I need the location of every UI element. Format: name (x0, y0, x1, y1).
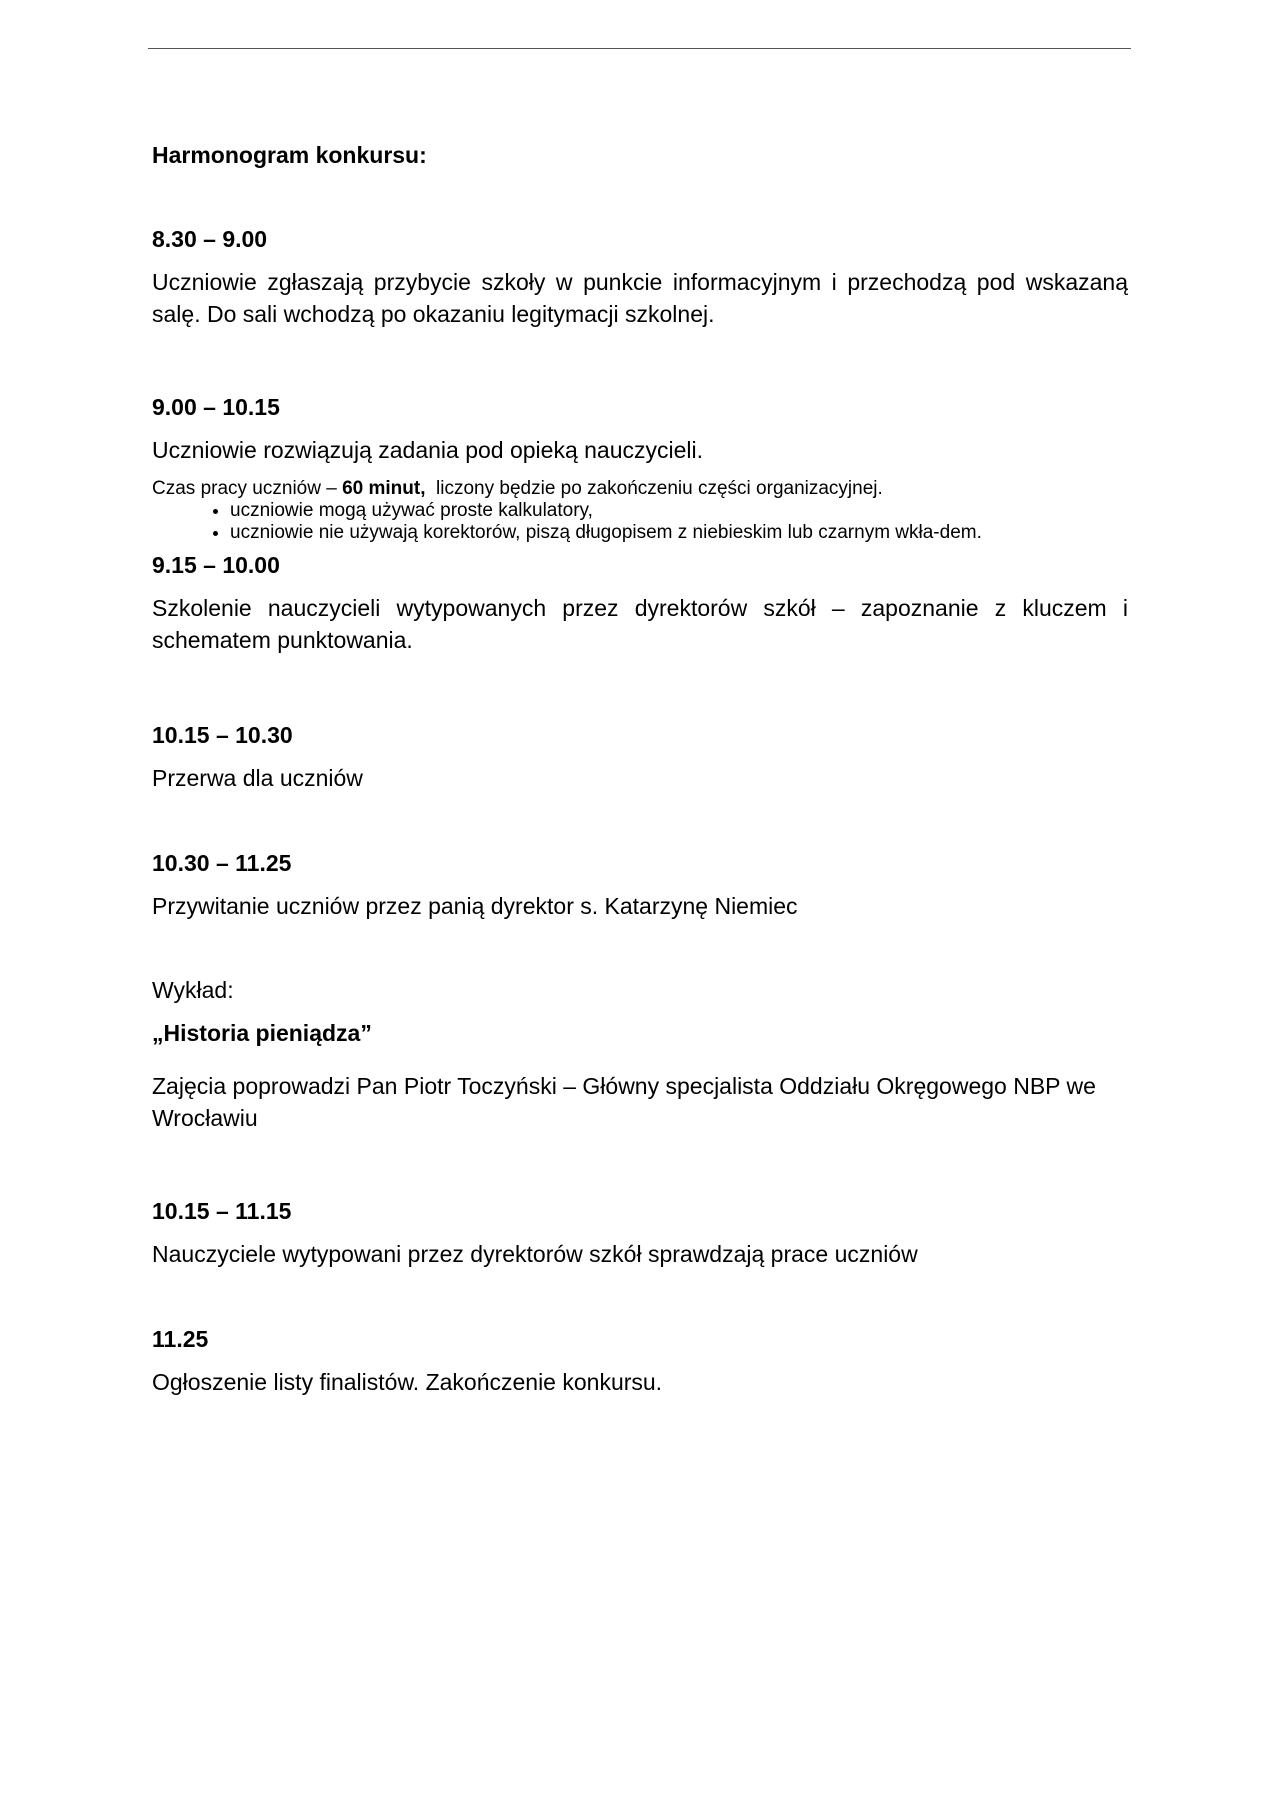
schedule-section (152, 1324, 1128, 1398)
section-description: Szkolenie nauczycieli wytypowanych przez dyrektorów szkół – zapoznanie z kluczem i schematem punktowania. (152, 595, 1128, 653)
list-item: • uczniowie mogą używać proste kalkulatory, (230, 500, 1128, 522)
section-time: 11.25 (152, 1326, 209, 1352)
section-time: 9.00 – 10.15 (152, 394, 280, 420)
work-time-note (152, 478, 1128, 500)
schedule-section (152, 848, 1128, 1134)
section-time: 8.30 – 9.00 (152, 226, 268, 252)
lecture-description: Zajęcia poprowadzi Pan Piotr Toczyński – Główny specjalista Oddziału Okręgowego NBP we Wrocławiu (152, 1073, 1096, 1131)
section-description: Uczniowie zgłaszają przybycie szkoły w punkcie informacyjnym i przechodzą pod wskazaną salę. Do sali wchodzą po okazaniu legitymacji szkolnej. (152, 269, 1128, 327)
section-time: 10.15 – 10.30 (152, 722, 293, 748)
section-description: Nauczyciele wytypowani przez dyrektorów szkół sprawdzają prace uczniów (152, 1241, 918, 1267)
list-item: • uczniowie nie używają korektorów, piszą długopisem z niebieskim lub czarnym wkła-dem. (230, 522, 1128, 544)
rules-list (152, 500, 1128, 544)
section-description: Przerwa dla uczniów (152, 765, 363, 791)
schedule-section (152, 392, 1128, 544)
note-prefix: Czas pracy uczniów – (152, 478, 343, 499)
header-rule (148, 48, 1131, 49)
schedule-section (152, 550, 1128, 656)
section-time: 10.30 – 11.25 (152, 850, 292, 876)
section-description: Uczniowie rozwiązują zadania pod opieką nauczycieli. (152, 437, 704, 463)
note-suffix: liczony będzie po zakończeniu części organizacyjnej. (425, 478, 883, 499)
section-description: Ogłoszenie listy finalistów. Zakończenie konkursu. (152, 1369, 663, 1395)
schedule-section (152, 1196, 1128, 1270)
section-time: 9.15 – 10.00 (152, 552, 280, 578)
section-description: Przywitanie uczniów przez panią dyrektor s. Katarzynę Niemiec (152, 893, 798, 919)
section-time: 10.15 – 11.15 (152, 1198, 292, 1224)
schedule-section (152, 720, 1128, 794)
lecture-title: „Historia pieniądza” (152, 1020, 372, 1046)
document-body (152, 140, 1128, 1398)
schedule-section (152, 224, 1128, 330)
note-duration: 60 minut, (342, 478, 426, 499)
page-title: Harmonogram konkursu: (152, 142, 427, 168)
lecture-label: Wykład: (152, 977, 234, 1003)
